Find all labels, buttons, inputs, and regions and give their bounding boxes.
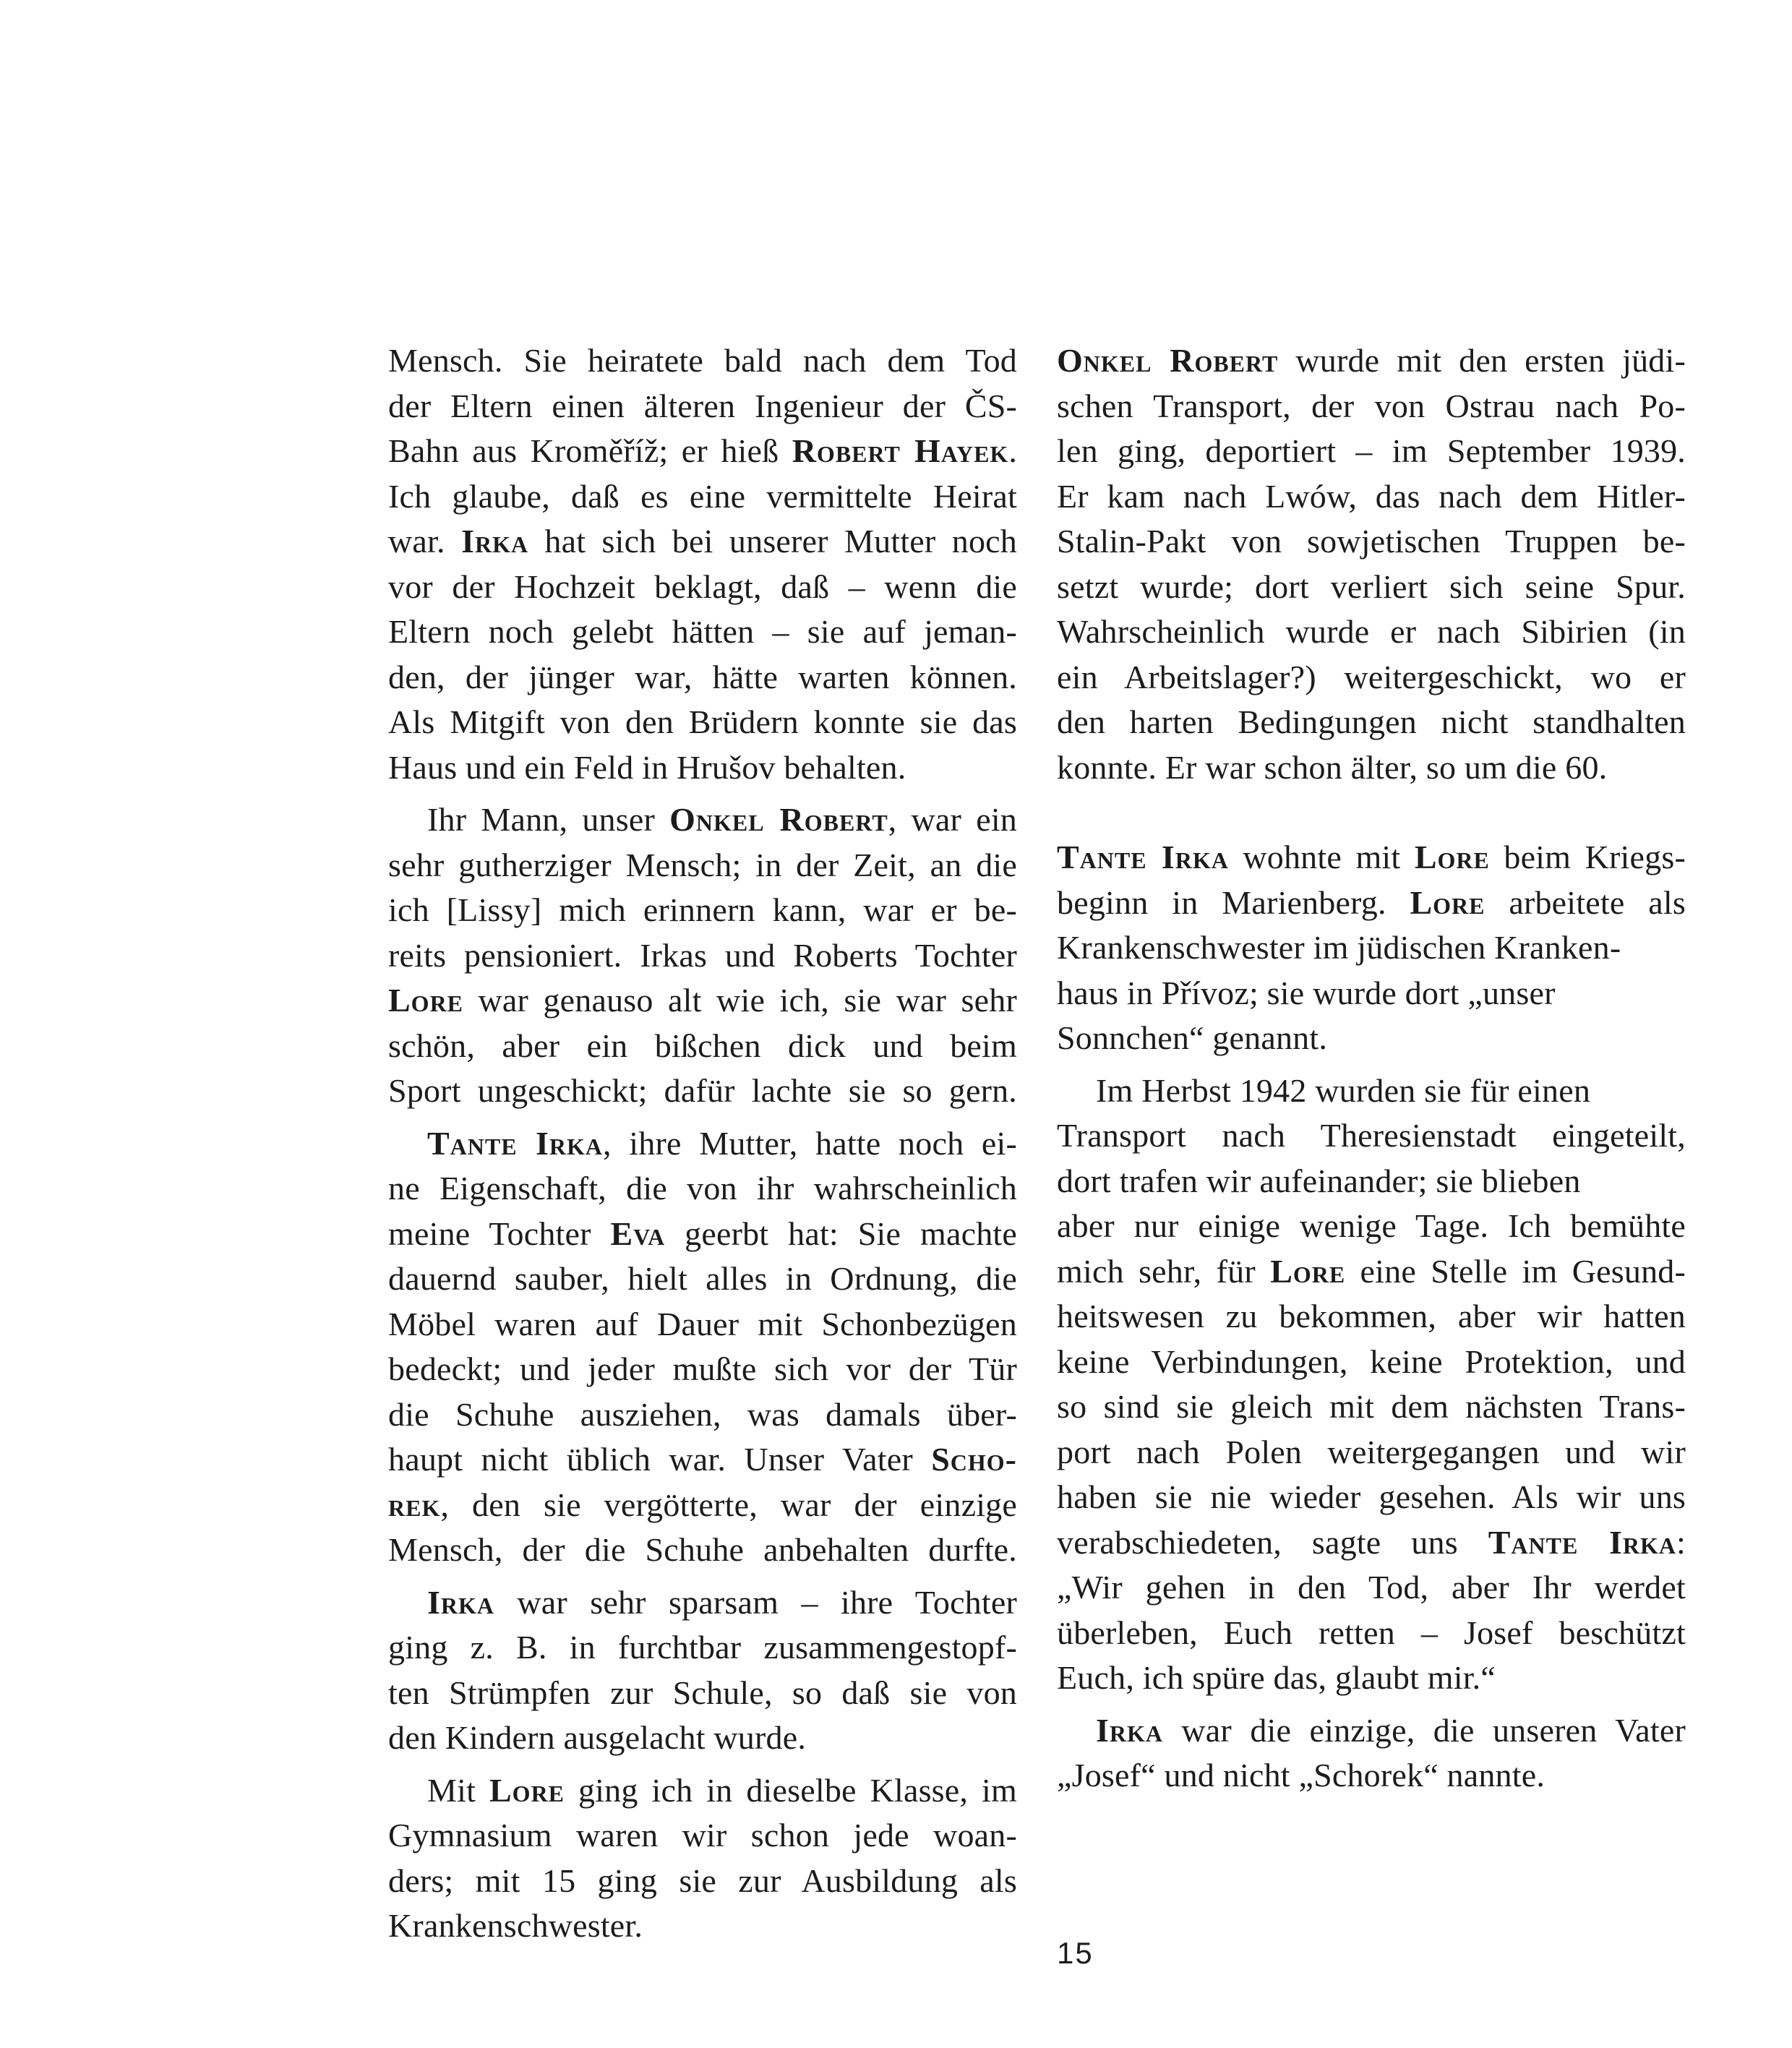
text-line bbox=[1057, 1294, 1686, 1340]
text-line bbox=[1057, 1016, 1686, 1061]
text-line bbox=[388, 338, 1017, 384]
text-run: Bahn aus Kroměříž; er hieß bbox=[388, 432, 792, 469]
person-name: Lore bbox=[1270, 1252, 1346, 1290]
text-run: Krankenschwester. bbox=[388, 1907, 643, 1944]
text-line bbox=[1057, 1068, 1686, 1114]
text-run: bedeckt; und jeder mußte sich vor der Tür bbox=[388, 1350, 1017, 1387]
person-name: Irka bbox=[1096, 1711, 1164, 1749]
person-name: rek bbox=[388, 1486, 441, 1523]
text-line bbox=[388, 1625, 1017, 1671]
right-text-column bbox=[1057, 338, 1686, 1799]
text-line bbox=[1057, 971, 1686, 1016]
text-run: setzt wurde; dort verliert sich seine Spur. bbox=[1057, 567, 1686, 605]
text-run: hat sich bei unserer Mutter noch bbox=[528, 523, 1017, 560]
text-line bbox=[1057, 925, 1686, 971]
text-line bbox=[1057, 835, 1686, 881]
text-line bbox=[1057, 1753, 1686, 1799]
text-line bbox=[388, 1024, 1017, 1069]
text-line bbox=[1057, 474, 1686, 520]
text-line bbox=[1057, 1475, 1686, 1520]
text-line bbox=[388, 700, 1017, 745]
text-run: so sind sie gleich mit dem nächsten Trans- bbox=[1057, 1388, 1686, 1425]
text-run: Gymnasium waren wir schon jede woan- bbox=[388, 1817, 1017, 1854]
person-name: Lore bbox=[1410, 883, 1486, 921]
person-name: Lore bbox=[1414, 839, 1490, 875]
text-line bbox=[388, 655, 1017, 700]
text-line bbox=[1057, 1384, 1686, 1430]
text-run: der Eltern einen älteren Ingenieur der ČS- bbox=[388, 387, 1017, 424]
person-name: Scho- bbox=[931, 1441, 1017, 1478]
text-run: „Josef“ und nicht „Schorek“ nannte. bbox=[1057, 1757, 1546, 1794]
text-run: geerbt hat: Sie machte bbox=[665, 1214, 1017, 1252]
text-run: , den sie vergötterte, war der einzige bbox=[440, 1486, 1017, 1523]
text-run: Haus und ein Feld in Hrušov behalten. bbox=[388, 748, 906, 786]
text-run: aber nur einige wenige Tage. Ich bemühte bbox=[1057, 1207, 1686, 1244]
text-run: dort trafen wir aufeinander; sie blieben bbox=[1057, 1162, 1581, 1199]
text-line bbox=[1057, 700, 1686, 745]
text-line bbox=[1057, 609, 1686, 655]
text-run: ich [Lissy] mich erinnern kann, war er be- bbox=[388, 891, 1017, 928]
text-line bbox=[1057, 519, 1686, 565]
text-run: , ihre Mutter, hatte noch ei- bbox=[603, 1124, 1017, 1162]
text-run: Krankenschwester im jüdischen Kranken- bbox=[1057, 929, 1621, 966]
text-line bbox=[388, 933, 1017, 979]
text-line bbox=[1057, 1113, 1686, 1159]
text-run: den Kindern ausgelacht wurde. bbox=[388, 1719, 807, 1756]
text-run: Er kam nach Lwów, das nach dem Hitler- bbox=[1057, 477, 1686, 515]
text-run: len ging, deportiert – im September 1939. bbox=[1057, 432, 1686, 469]
text-line bbox=[1057, 1204, 1686, 1249]
text-run: Euch, ich spüre das, glaubt mir.“ bbox=[1057, 1659, 1496, 1696]
text-line bbox=[388, 1903, 1017, 1949]
text-run: „Wir gehen in den Tod, aber Ihr werdet bbox=[1057, 1569, 1686, 1606]
person-name: Tante Irka bbox=[1488, 1523, 1677, 1561]
text-run: haupt nicht üblich war. Unser Vater bbox=[388, 1441, 932, 1478]
text-line bbox=[1057, 338, 1686, 384]
text-run: war genauso alt wie ich, sie war sehr bbox=[463, 982, 1017, 1019]
text-run: haben sie nie wieder gesehen. Als wir uns bbox=[1057, 1478, 1686, 1515]
text-run: eine Stelle im Gesund- bbox=[1345, 1252, 1686, 1290]
text-run: konnte. Er war schon älter, so um die 60. bbox=[1057, 748, 1608, 786]
text-line bbox=[388, 474, 1017, 520]
text-run: schen Transport, der von Ostrau nach Po- bbox=[1057, 387, 1686, 424]
page-number: 15 bbox=[1057, 1936, 1094, 1970]
text-line bbox=[1057, 384, 1686, 429]
left-text-column bbox=[388, 338, 1017, 1949]
text-run: die Schuhe ausziehen, was damals über- bbox=[388, 1395, 1017, 1433]
text-line bbox=[388, 1715, 1017, 1761]
text-line bbox=[388, 1859, 1017, 1904]
text-run: meine Tochter bbox=[388, 1214, 611, 1252]
person-name: Robert Hayek bbox=[792, 432, 1009, 469]
text-run: vor der Hochzeit beklagt, daß – wenn die bbox=[388, 567, 1017, 605]
text-run: ging z. B. in furchtbar zusammengestopf- bbox=[388, 1629, 1017, 1666]
text-line bbox=[388, 1768, 1017, 1814]
text-line bbox=[388, 1347, 1017, 1392]
person-name: Tante Irka bbox=[1057, 839, 1229, 875]
text-run: Ihr Mann, unser bbox=[427, 801, 670, 838]
text-run: sehr gutherziger Mensch; in der Zeit, an die bbox=[388, 846, 1017, 883]
text-line bbox=[388, 1121, 1017, 1167]
text-line bbox=[1057, 655, 1686, 700]
text-run: wurde mit den ersten jüdi- bbox=[1278, 342, 1686, 379]
text-run: den, der jünger war, hätte warten können. bbox=[388, 658, 1017, 695]
text-run: überleben, Euch retten – Josef beschützt bbox=[1057, 1614, 1686, 1651]
text-run: ten Strümpfen zur Schule, so daß sie von bbox=[388, 1674, 1017, 1711]
person-name: Irka bbox=[427, 1583, 495, 1621]
person-name: Tante Irka bbox=[427, 1124, 603, 1162]
text-line bbox=[388, 1166, 1017, 1212]
text-run: . bbox=[1008, 432, 1018, 469]
text-line bbox=[388, 843, 1017, 888]
text-run: ging ich in dieselbe Klasse, im bbox=[565, 1771, 1017, 1809]
text-run: schön, aber ein bißchen dick und beim bbox=[388, 1027, 1017, 1064]
text-run: beim Kriegs- bbox=[1489, 839, 1686, 875]
text-line bbox=[1057, 1708, 1686, 1754]
text-run: reits pensioniert. Irkas und Roberts Tochter bbox=[388, 936, 1017, 974]
text-run: Mensch. Sie heiratete bald nach dem Tod bbox=[388, 342, 1017, 379]
text-run: war. bbox=[388, 523, 462, 560]
text-run: port nach Polen weitergegangen und wir bbox=[1057, 1433, 1686, 1470]
text-run: Mit bbox=[427, 1771, 489, 1809]
text-line bbox=[388, 1483, 1017, 1528]
text-line bbox=[1057, 1565, 1686, 1611]
person-name: Lore bbox=[388, 982, 464, 1019]
text-line bbox=[1057, 565, 1686, 610]
text-line bbox=[388, 1068, 1017, 1114]
text-run: Mensch, der die Schuhe anbehalten durfte. bbox=[388, 1531, 1017, 1568]
text-line bbox=[388, 1437, 1017, 1483]
text-line bbox=[1057, 1159, 1686, 1204]
person-name: Onkel Robert bbox=[669, 801, 888, 838]
text-run: war die einzige, die unseren Vater bbox=[1163, 1711, 1686, 1749]
text-run: Transport nach Theresienstadt eingeteilt, bbox=[1057, 1117, 1686, 1154]
text-run: arbeitete als bbox=[1485, 883, 1686, 921]
text-run: den harten Bedingungen nicht standhalten bbox=[1057, 703, 1686, 740]
text-run: mich sehr, für bbox=[1057, 1252, 1271, 1290]
text-line bbox=[388, 1580, 1017, 1626]
text-line bbox=[1057, 1430, 1686, 1475]
text-line bbox=[1057, 881, 1686, 926]
text-run: wohnte mit bbox=[1228, 839, 1415, 875]
text-run: ein Arbeitslager?) weitergeschickt, wo er bbox=[1057, 658, 1686, 695]
text-line bbox=[388, 1392, 1017, 1438]
text-line bbox=[388, 609, 1017, 655]
text-line bbox=[1057, 1655, 1686, 1701]
text-run: dauernd sauber, hielt alles in Ordnung, die bbox=[388, 1260, 1017, 1297]
text-run: Sonnchen“ genannt. bbox=[1057, 1019, 1328, 1056]
text-line bbox=[388, 797, 1017, 843]
text-line bbox=[1057, 1249, 1686, 1295]
text-run: verabschiedeten, sagte uns bbox=[1057, 1523, 1488, 1561]
text-line bbox=[388, 745, 1017, 791]
text-run: war sehr sparsam – ihre Tochter bbox=[494, 1583, 1017, 1621]
text-line bbox=[388, 888, 1017, 933]
text-run: ne Eigenschaft, die von ihr wahrscheinlich bbox=[388, 1170, 1017, 1207]
text-line bbox=[388, 978, 1017, 1024]
text-run: haus in Přívoz; sie wurde dort „unser bbox=[1057, 974, 1556, 1011]
person-name: Onkel Robert bbox=[1057, 342, 1279, 379]
text-line bbox=[388, 1813, 1017, 1859]
text-run: keine Verbindungen, keine Protektion, und bbox=[1057, 1342, 1686, 1380]
text-line bbox=[388, 519, 1017, 565]
section-break bbox=[1057, 790, 1686, 835]
text-run: : bbox=[1676, 1523, 1686, 1561]
text-line bbox=[1057, 745, 1686, 791]
text-line bbox=[1057, 429, 1686, 474]
person-name: Irka bbox=[461, 523, 529, 560]
text-line bbox=[1057, 1340, 1686, 1385]
text-line bbox=[1057, 1611, 1686, 1656]
text-line bbox=[1057, 1520, 1686, 1566]
text-run: Möbel waren auf Dauer mit Schonbezügen bbox=[388, 1305, 1017, 1342]
text-run: beginn in Marienberg. bbox=[1057, 883, 1410, 921]
text-run: ders; mit 15 ging sie zur Ausbildung als bbox=[388, 1861, 1017, 1899]
text-run: heitswesen zu bekommen, aber wir hatten bbox=[1057, 1298, 1686, 1334]
text-run: Eltern noch gelebt hätten – sie auf jeman- bbox=[388, 613, 1017, 650]
text-line bbox=[388, 429, 1017, 474]
text-line bbox=[388, 1256, 1017, 1302]
text-line bbox=[388, 384, 1017, 429]
text-run: Als Mitgift von den Brüdern konnte sie das bbox=[388, 703, 1017, 740]
text-line bbox=[388, 1671, 1017, 1716]
text-run: Ich glaube, daß es eine vermittelte Heirat bbox=[388, 477, 1017, 515]
text-line bbox=[388, 565, 1017, 610]
text-run: , war ein bbox=[888, 801, 1018, 838]
person-name: Eva bbox=[610, 1214, 666, 1252]
person-name: Lore bbox=[489, 1771, 565, 1809]
text-line bbox=[388, 1212, 1017, 1257]
text-line bbox=[388, 1528, 1017, 1573]
text-run: Sport ungeschickt; dafür lachte sie so gern. bbox=[388, 1072, 1017, 1109]
text-line bbox=[388, 1302, 1017, 1348]
text-run: Stalin-Pakt von sowjetischen Truppen be- bbox=[1057, 523, 1686, 560]
text-run: Wahrscheinlich wurde er nach Sibirien (in bbox=[1057, 613, 1686, 650]
text-run: Im Herbst 1942 wurden sie für einen bbox=[1096, 1071, 1591, 1109]
